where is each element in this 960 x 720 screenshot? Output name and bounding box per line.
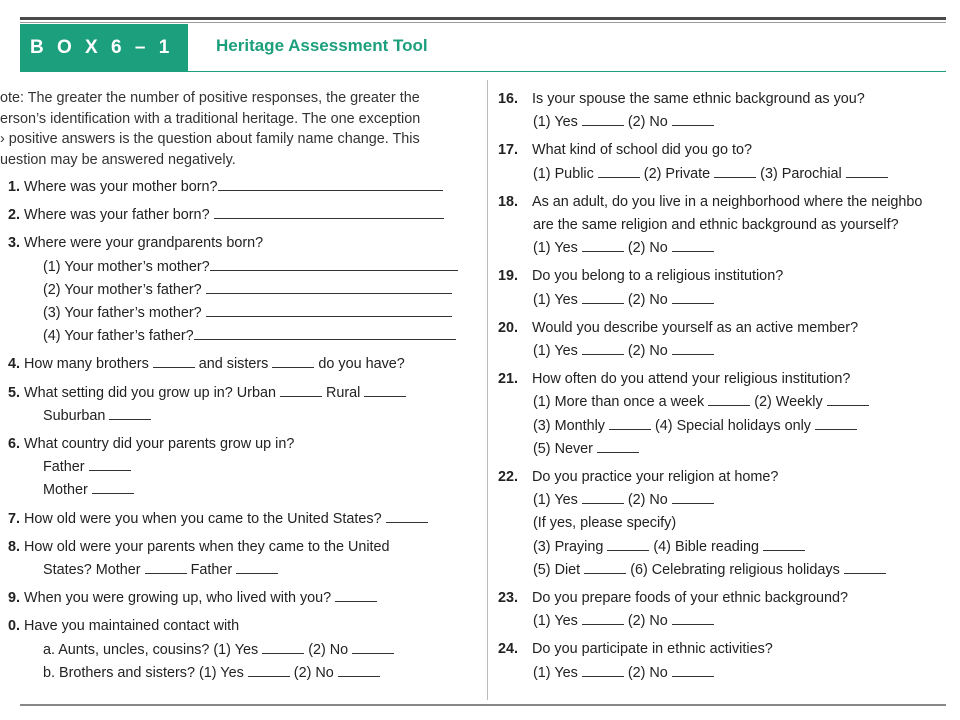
option-label: Father — [43, 459, 85, 476]
question-number: 3. — [7, 235, 20, 252]
question-text: What kind of school did you go to? — [532, 142, 752, 159]
answer-blank[interactable] — [206, 281, 452, 294]
question-text: Do you practice your religion at home? — [532, 469, 779, 486]
option-label: (2) No — [627, 492, 668, 509]
answer-blank[interactable] — [582, 239, 624, 252]
sub-question: a. Aunts, uncles, cousins? (1) Yes — [43, 641, 259, 658]
answer-blank[interactable] — [763, 538, 805, 551]
question-10 — [0, 615, 475, 685]
answer-blank[interactable] — [672, 113, 714, 126]
question-3 — [0, 232, 475, 348]
answer-blank[interactable] — [582, 342, 624, 355]
question-number: 9. — [7, 590, 20, 607]
note-line: ote: The greater the number of positive responses, the greater the — [0, 90, 420, 106]
option-label: (1) Yes — [533, 664, 578, 681]
question-number: 24. — [498, 641, 519, 658]
answer-blank[interactable] — [352, 641, 394, 654]
answer-blank[interactable] — [280, 384, 322, 397]
question-16 — [498, 88, 960, 134]
answer-blank[interactable] — [672, 239, 714, 252]
answer-blank[interactable] — [153, 355, 195, 368]
answer-blank[interactable] — [672, 664, 714, 677]
option-label: (3) Monthly — [533, 417, 605, 434]
option-label: (2) No — [627, 343, 668, 360]
top-rule — [20, 17, 946, 20]
answer-blank[interactable] — [714, 165, 756, 178]
answer-blank[interactable] — [672, 342, 714, 355]
column-divider — [487, 80, 488, 700]
answer-blank[interactable] — [236, 561, 278, 574]
question-23 — [498, 587, 960, 633]
answer-blank[interactable] — [386, 510, 428, 523]
question-1 — [0, 176, 475, 199]
question-number: 6. — [7, 436, 20, 453]
question-text: Have you maintained contact with — [24, 618, 240, 635]
question-7 — [0, 508, 475, 531]
question-17 — [498, 139, 960, 185]
option-label: (2) No — [627, 240, 668, 257]
question-text: do you have? — [318, 356, 405, 373]
answer-blank[interactable] — [338, 664, 380, 677]
question-21 — [498, 368, 960, 461]
question-number: 22. — [498, 469, 519, 486]
box-title: Heritage Assessment Tool — [216, 36, 428, 55]
answer-blank[interactable] — [582, 664, 624, 677]
answer-blank[interactable] — [844, 561, 886, 574]
answer-blank[interactable] — [815, 417, 857, 430]
option-label: (1) Yes — [533, 114, 578, 131]
option-label: (1) Yes — [533, 343, 578, 360]
question-number: 19. — [498, 268, 519, 285]
header-rule — [20, 71, 946, 72]
question-text: Do you prepare foods of your ethnic background? — [532, 590, 848, 607]
right-column — [498, 88, 960, 690]
answer-blank[interactable] — [827, 393, 869, 406]
question-number: 5. — [7, 384, 20, 401]
question-text: How old were you when you came to the United States? — [24, 510, 382, 527]
answer-blank[interactable] — [672, 291, 714, 304]
question-text: As an adult, do you live in a neighborhood where the neighbo — [532, 193, 923, 210]
question-number: 7. — [7, 510, 20, 527]
question-text: What setting did you grow up in? Urban — [24, 384, 276, 401]
answer-blank[interactable] — [272, 355, 314, 368]
question-text: When you were growing up, who lived with you? — [24, 590, 332, 607]
option-label: States? Mother — [43, 562, 141, 579]
option-label: (3) Praying — [533, 538, 604, 555]
question-text: Do you participate in ethnic activities? — [532, 641, 773, 658]
sub-question: b. Brothers and sisters? (1) Yes — [43, 664, 244, 681]
answer-blank[interactable] — [582, 291, 624, 304]
note-line: erson’s identification with a traditional heritage. The one exception — [0, 110, 421, 127]
option-label: (1) Public — [533, 165, 594, 182]
question-4 — [0, 353, 475, 376]
option-label: (1) Yes — [533, 240, 578, 257]
option-label: Father — [190, 562, 233, 579]
question-number: 17. — [498, 142, 519, 159]
answer-blank[interactable] — [672, 612, 714, 625]
answer-blank[interactable] — [708, 393, 750, 406]
question-number: 2. — [7, 207, 20, 224]
left-column — [0, 88, 475, 690]
option-label: (1) Yes — [533, 613, 578, 630]
answer-blank[interactable] — [335, 589, 377, 602]
question-text: Rural — [325, 384, 361, 401]
answer-blank[interactable] — [609, 417, 651, 430]
question-text: are the same religion and ethnic background as yourself? — [533, 217, 899, 234]
option-label: (2) No — [627, 114, 668, 131]
question-22 — [498, 466, 960, 582]
option-label: (2) Weekly — [754, 394, 823, 411]
option-label: (2) No — [627, 664, 668, 681]
answer-blank[interactable] — [248, 664, 290, 677]
answer-blank[interactable] — [582, 491, 624, 504]
option-label: (1) Yes — [533, 492, 578, 509]
option-label: Mother — [43, 482, 88, 499]
answer-blank[interactable] — [92, 481, 134, 494]
answer-blank[interactable] — [846, 165, 888, 178]
question-number: 1. — [7, 179, 20, 195]
question-9 — [0, 587, 475, 610]
answer-blank[interactable] — [584, 561, 626, 574]
question-text: Where was your mother born? — [24, 179, 218, 195]
option-label: (3) Parochial — [760, 165, 842, 182]
answer-blank[interactable] — [582, 612, 624, 625]
answer-blank[interactable] — [214, 206, 444, 219]
option-label: (1) Yes — [533, 291, 578, 308]
question-number: 23. — [498, 590, 519, 607]
option-label: Suburban — [43, 407, 106, 424]
sub-question: (4) Your father’s father? — [43, 328, 194, 345]
answer-blank[interactable] — [598, 165, 640, 178]
question-18 — [498, 191, 960, 261]
sub-question: (3) Your father’s mother? — [43, 305, 202, 322]
question-number: 18. — [498, 193, 519, 210]
answer-blank[interactable] — [607, 538, 649, 551]
question-text: Do you belong to a religious institution? — [532, 268, 784, 285]
answer-blank[interactable] — [206, 304, 452, 317]
question-text: Is your spouse the same ethnic background as you? — [532, 91, 865, 107]
answer-blank[interactable] — [582, 113, 624, 126]
answer-blank[interactable] — [597, 440, 639, 453]
answer-blank[interactable] — [364, 384, 406, 397]
answer-blank[interactable] — [672, 491, 714, 504]
question-8 — [0, 536, 475, 582]
sub-question: (2) Your mother’s father? — [43, 281, 202, 298]
question-20 — [498, 317, 960, 363]
answer-blank[interactable] — [262, 641, 304, 654]
option-label: (2) No — [293, 664, 334, 681]
option-label: (5) Never — [533, 440, 593, 457]
question-5 — [0, 382, 475, 428]
question-number: 21. — [498, 371, 519, 388]
question-text: How old were your parents when they came to the United — [24, 538, 390, 555]
question-24 — [498, 638, 960, 684]
answer-blank[interactable] — [89, 458, 131, 471]
option-label: (4) Bible reading — [653, 538, 759, 555]
question-2 — [0, 204, 475, 227]
question-number: 4. — [7, 356, 20, 373]
option-label: (6) Celebrating religious holidays — [630, 561, 840, 578]
option-label: (1) More than once a week — [533, 394, 705, 411]
option-label: (2) Private — [643, 165, 711, 182]
note-line: › positive answers is the question about family name change. This — [0, 131, 420, 147]
option-label: (2) No — [308, 641, 349, 658]
question-number: 16. — [498, 91, 519, 107]
note-paragraph — [0, 88, 475, 170]
question-6 — [0, 433, 475, 503]
note-line: uestion may be answered negatively. — [0, 151, 236, 168]
question-number: 8. — [7, 538, 20, 555]
option-label: (2) No — [627, 291, 668, 308]
question-text: and sisters — [198, 356, 269, 373]
question-number: 20. — [498, 319, 519, 336]
option-label: (2) No — [627, 613, 668, 630]
question-text: Where was your father born? — [24, 207, 210, 224]
question-text: Where were your grandparents born? — [24, 235, 264, 252]
question-text: What country did your parents grow up in? — [24, 436, 295, 453]
option-label: (4) Special holidays only — [654, 417, 811, 434]
sub-question: (1) Your mother’s mother? — [43, 258, 210, 275]
question-text: Would you describe yourself as an active member? — [532, 319, 859, 336]
question-number: 0. — [7, 618, 20, 635]
instruction-text: (If yes, please specify) — [533, 515, 677, 532]
bottom-rule — [20, 704, 946, 706]
box-label: B O X 6 – 1 — [20, 24, 188, 71]
answer-blank[interactable] — [194, 327, 456, 340]
answer-blank[interactable] — [210, 258, 458, 271]
option-label: (5) Diet — [533, 561, 581, 578]
answer-blank[interactable] — [145, 561, 187, 574]
question-text: How many brothers — [24, 356, 149, 373]
answer-blank[interactable] — [109, 407, 151, 420]
answer-blank[interactable] — [218, 178, 443, 191]
question-text: How often do you attend your religious institution? — [532, 371, 851, 388]
question-19 — [498, 265, 960, 311]
top-rule-thin — [20, 22, 946, 23]
